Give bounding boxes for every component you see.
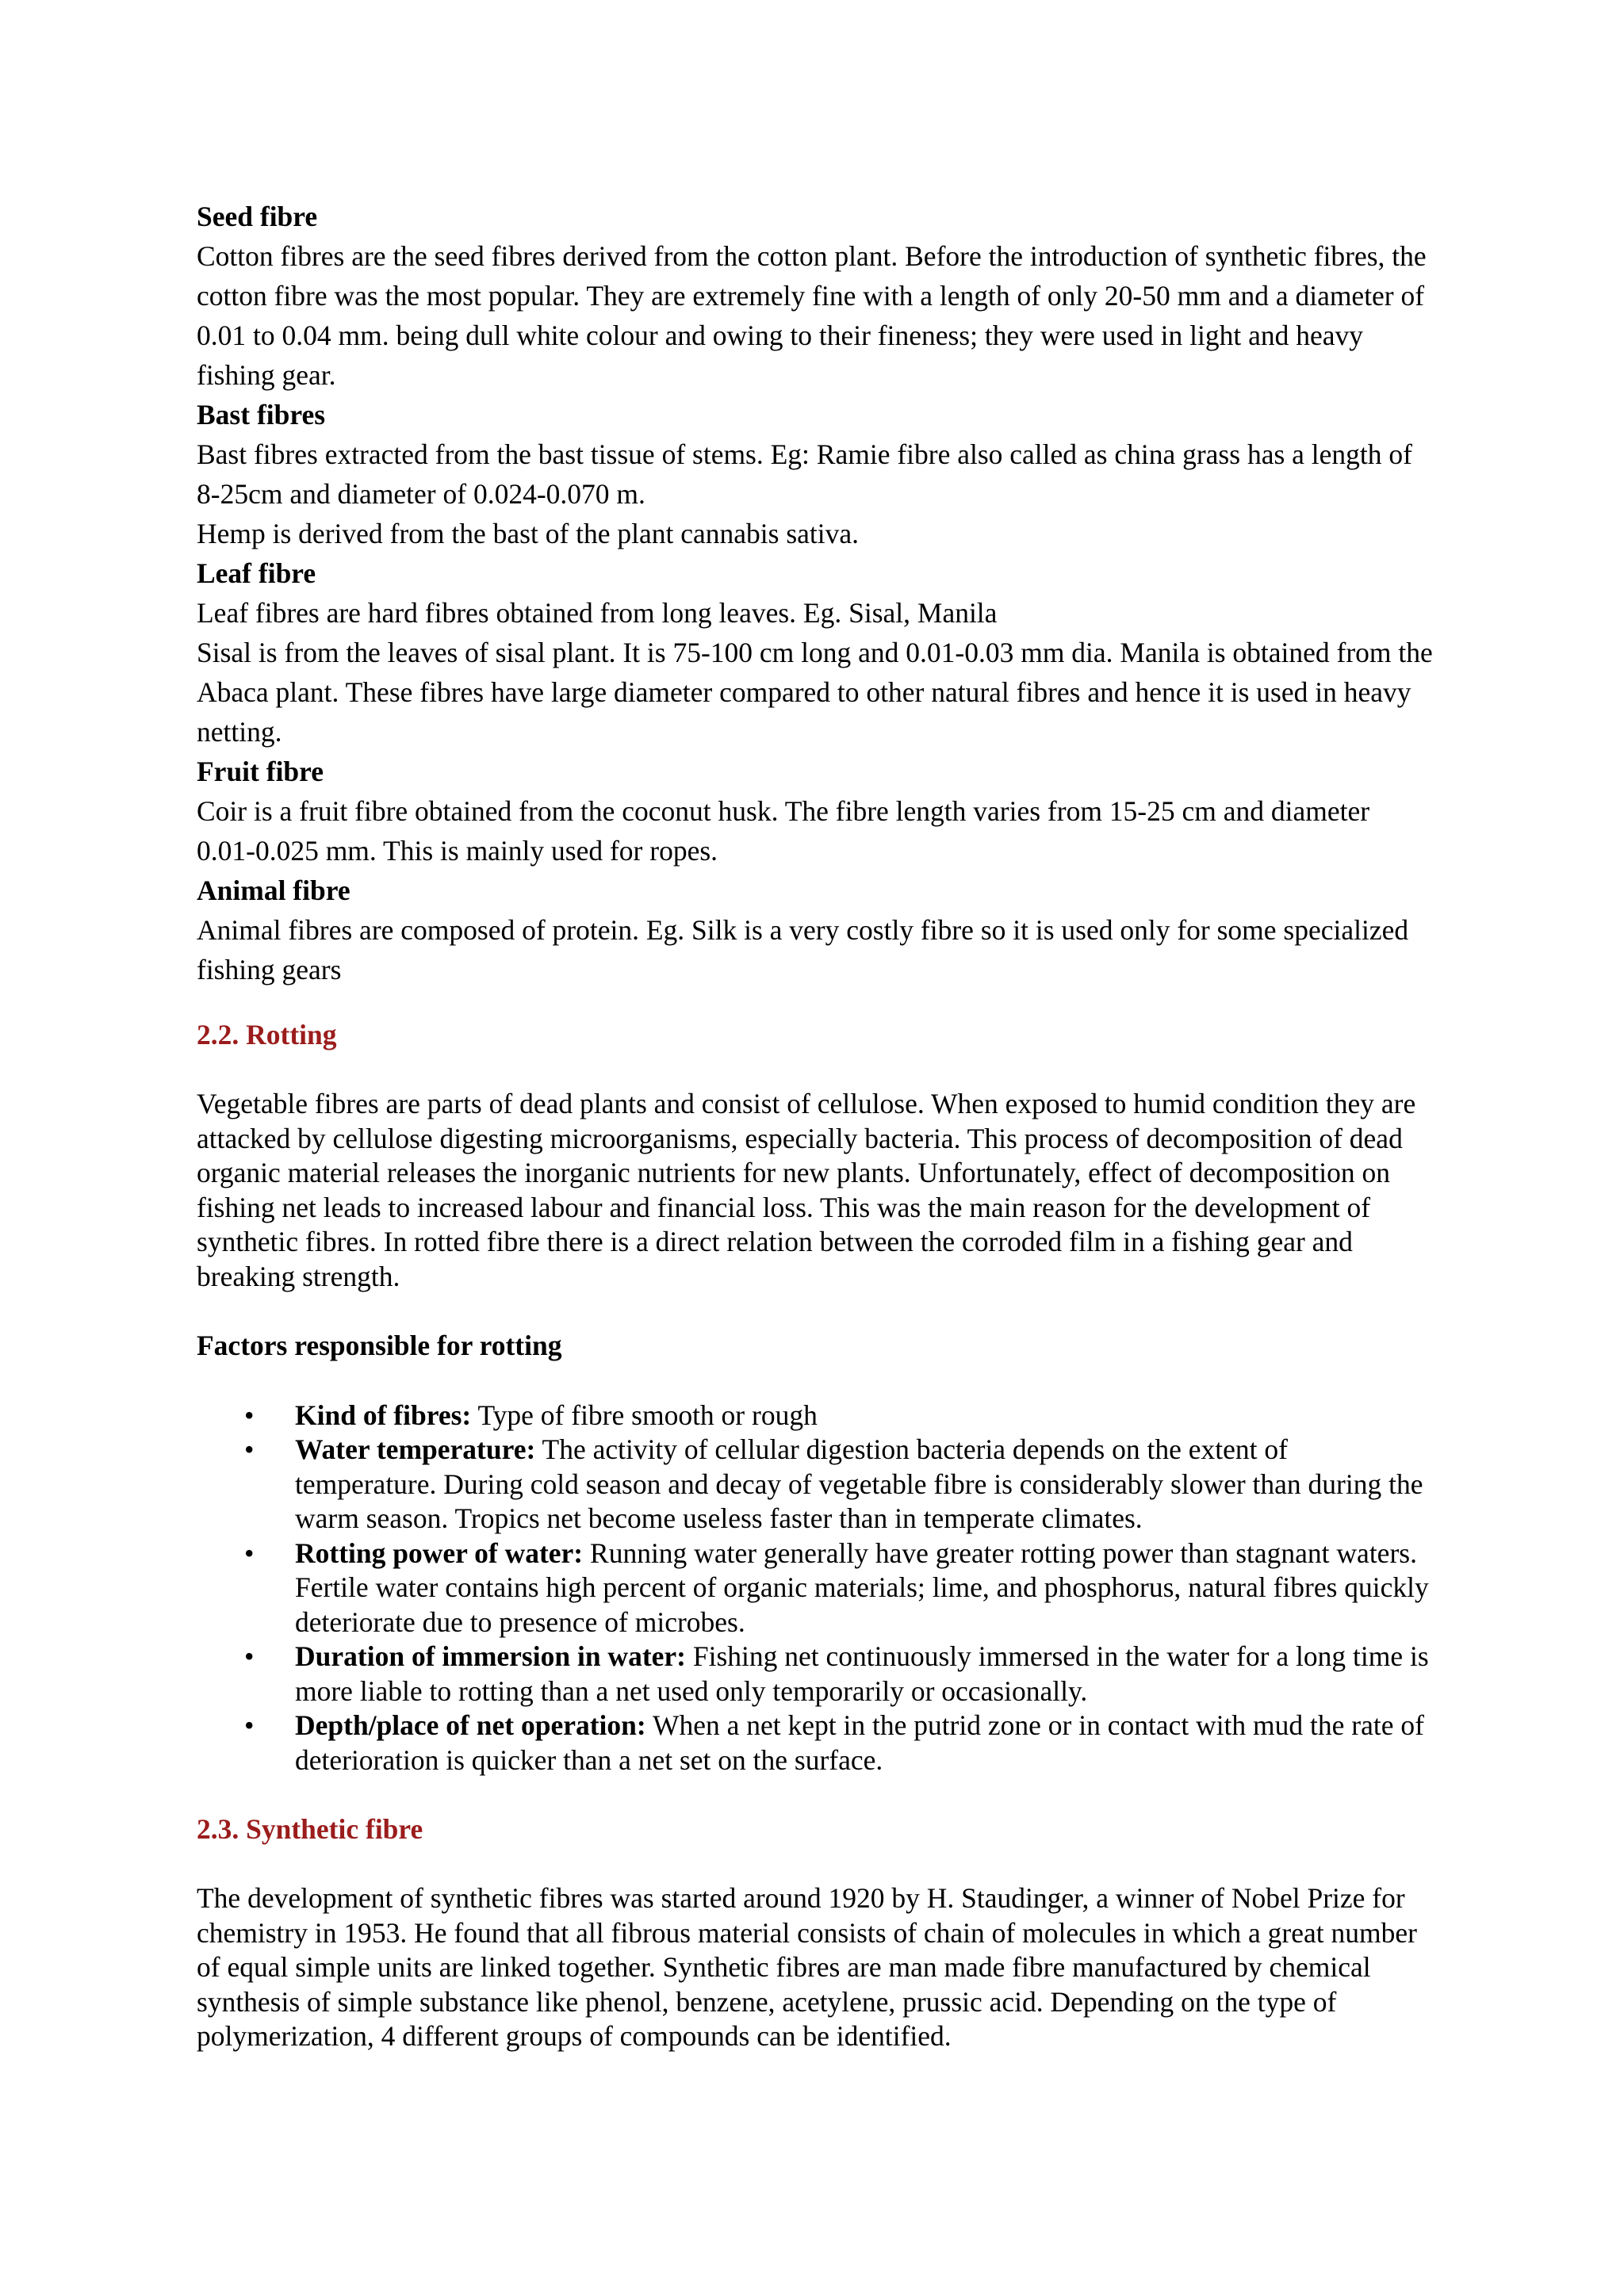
animal-fibre-paragraph: Animal fibres are composed of protein. Eg. Silk is a very costly fibre so it is used only for some specialized fishing gears (197, 914, 1409, 985)
rotting-section-heading: 2.2. Rotting (197, 1019, 337, 1050)
bullet-icon: • (244, 1399, 255, 1431)
factor-term: Duration of immersion in water: (295, 1640, 686, 1672)
factor-text: Type of fibre smooth or rough (471, 1399, 818, 1431)
sisal-paragraph: Sisal is from the leaves of sisal plant. It is 75-100 cm long and 0.01-0.03 mm dia. Manila is obtained from the Abaca plant. These fibres have large diameter compared to other natural fibres and hence it is used in heavy netting. (197, 637, 1433, 748)
factor-text: Fishing net continuously immersed in the water for a long time is more liable to rotting than a net used only temporarily or occasionally. (295, 1640, 1429, 1707)
factor-term: Water temperature: (295, 1433, 536, 1465)
factor-term: Depth/place of net operation: (295, 1709, 646, 1741)
rotting-factors-list (197, 1399, 1434, 1778)
bullet-icon: • (244, 1709, 255, 1741)
fruit-fibre-heading: Fruit fibre (197, 756, 324, 787)
list-item (197, 1433, 1434, 1536)
seed-fibre-heading: Seed fibre (197, 201, 318, 232)
synthetic-paragraph: The development of synthetic fibres was started around 1920 by H. Staudinger, a winner of Nobel Prize for chemistry in 1953. He found that all fibrous material consists of chain of molecules in which a great number of equal simple units are linked together. Synthetic fibres are man made fibre manufactured by chemical synthesis of simple substance like phenol, benzene, acetylene, prussic acid. Depending on the type of polymerization, 4 different groups of compounds can be identified. (197, 1882, 1417, 2052)
bast-fibres-heading: Bast fibres (197, 399, 326, 430)
list-item (197, 1709, 1434, 1777)
factor-text: The activity of cellular digestion bacteria depends on the extent of temperature. During cold season and decay of vegetable fibre is considerably slower than during the warm season. Tropics net become useless faster than in temperate climates. (295, 1433, 1423, 1534)
factor-term: Rotting power of water: (295, 1536, 584, 1569)
synthetic-section-heading: 2.3. Synthetic fibre (197, 1813, 423, 1845)
list-item (197, 1399, 1434, 1433)
animal-fibre-heading: Animal fibre (197, 874, 350, 906)
bullet-icon: • (244, 1640, 255, 1672)
hemp-paragraph: Hemp is derived from the bast of the plant cannabis sativa. (197, 518, 859, 549)
seed-fibre-paragraph: Cotton fibres are the seed fibres derived from the cotton plant. Before the introduction of synthetic fibres, the cotton fibre was the most popular. They are extremely fine with a length of only 20-50 mm and a diameter of 0.01 to 0.04 mm. being dull white colour and owing to their fineness; they were used in light and heavy fishing gear. (197, 240, 1427, 391)
document-page (197, 197, 1434, 2054)
bast-fibres-paragraph: Bast fibres extracted from the bast tissue of stems. Eg: Ramie fibre also called as china grass has a length of 8-25cm and diameter of 0.024-0.070 m. (197, 438, 1412, 510)
list-item (197, 1536, 1434, 1640)
list-item (197, 1640, 1434, 1709)
fruit-fibre-paragraph: Coir is a fruit fibre obtained from the coconut husk. The fibre length varies from 15-25 cm and diameter 0.01-0.025 mm. This is mainly used for ropes. (197, 795, 1370, 867)
leaf-fibre-paragraph: Leaf fibres are hard fibres obtained from long leaves. Eg. Sisal, Manila (197, 597, 998, 629)
rotting-factors-heading: Factors responsible for rotting (197, 1330, 562, 1361)
factor-text: Running water generally have greater rotting power than stagnant waters. Fertile water contains high percent of organic materials; lime, and phosphorus, natural fibres quickly deteriorate due to presence of microbes. (295, 1536, 1429, 1638)
rotting-paragraph: Vegetable fibres are parts of dead plants and consist of cellulose. When exposed to humid condition they are attacked by cellulose digesting microorganisms, especially bacteria. This process of decomposition of dead organic material releases the inorganic nutrients for new plants. Unfortunately, effect of decomposition on fishing net leads to increased labour and financial loss. This was the main reason for the development of synthetic fibres. In rotted fibre there is a direct relation between the corroded film in a fishing gear and breaking strength. (197, 1088, 1416, 1292)
factor-term: Kind of fibres: (295, 1399, 472, 1431)
leaf-fibre-heading: Leaf fibre (197, 557, 316, 589)
bullet-icon: • (244, 1536, 255, 1569)
factor-text: When a net kept in the putrid zone or in contact with mud the rate of deterioration is quicker than a net set on the surface. (295, 1709, 1424, 1776)
bullet-icon: • (244, 1433, 255, 1465)
